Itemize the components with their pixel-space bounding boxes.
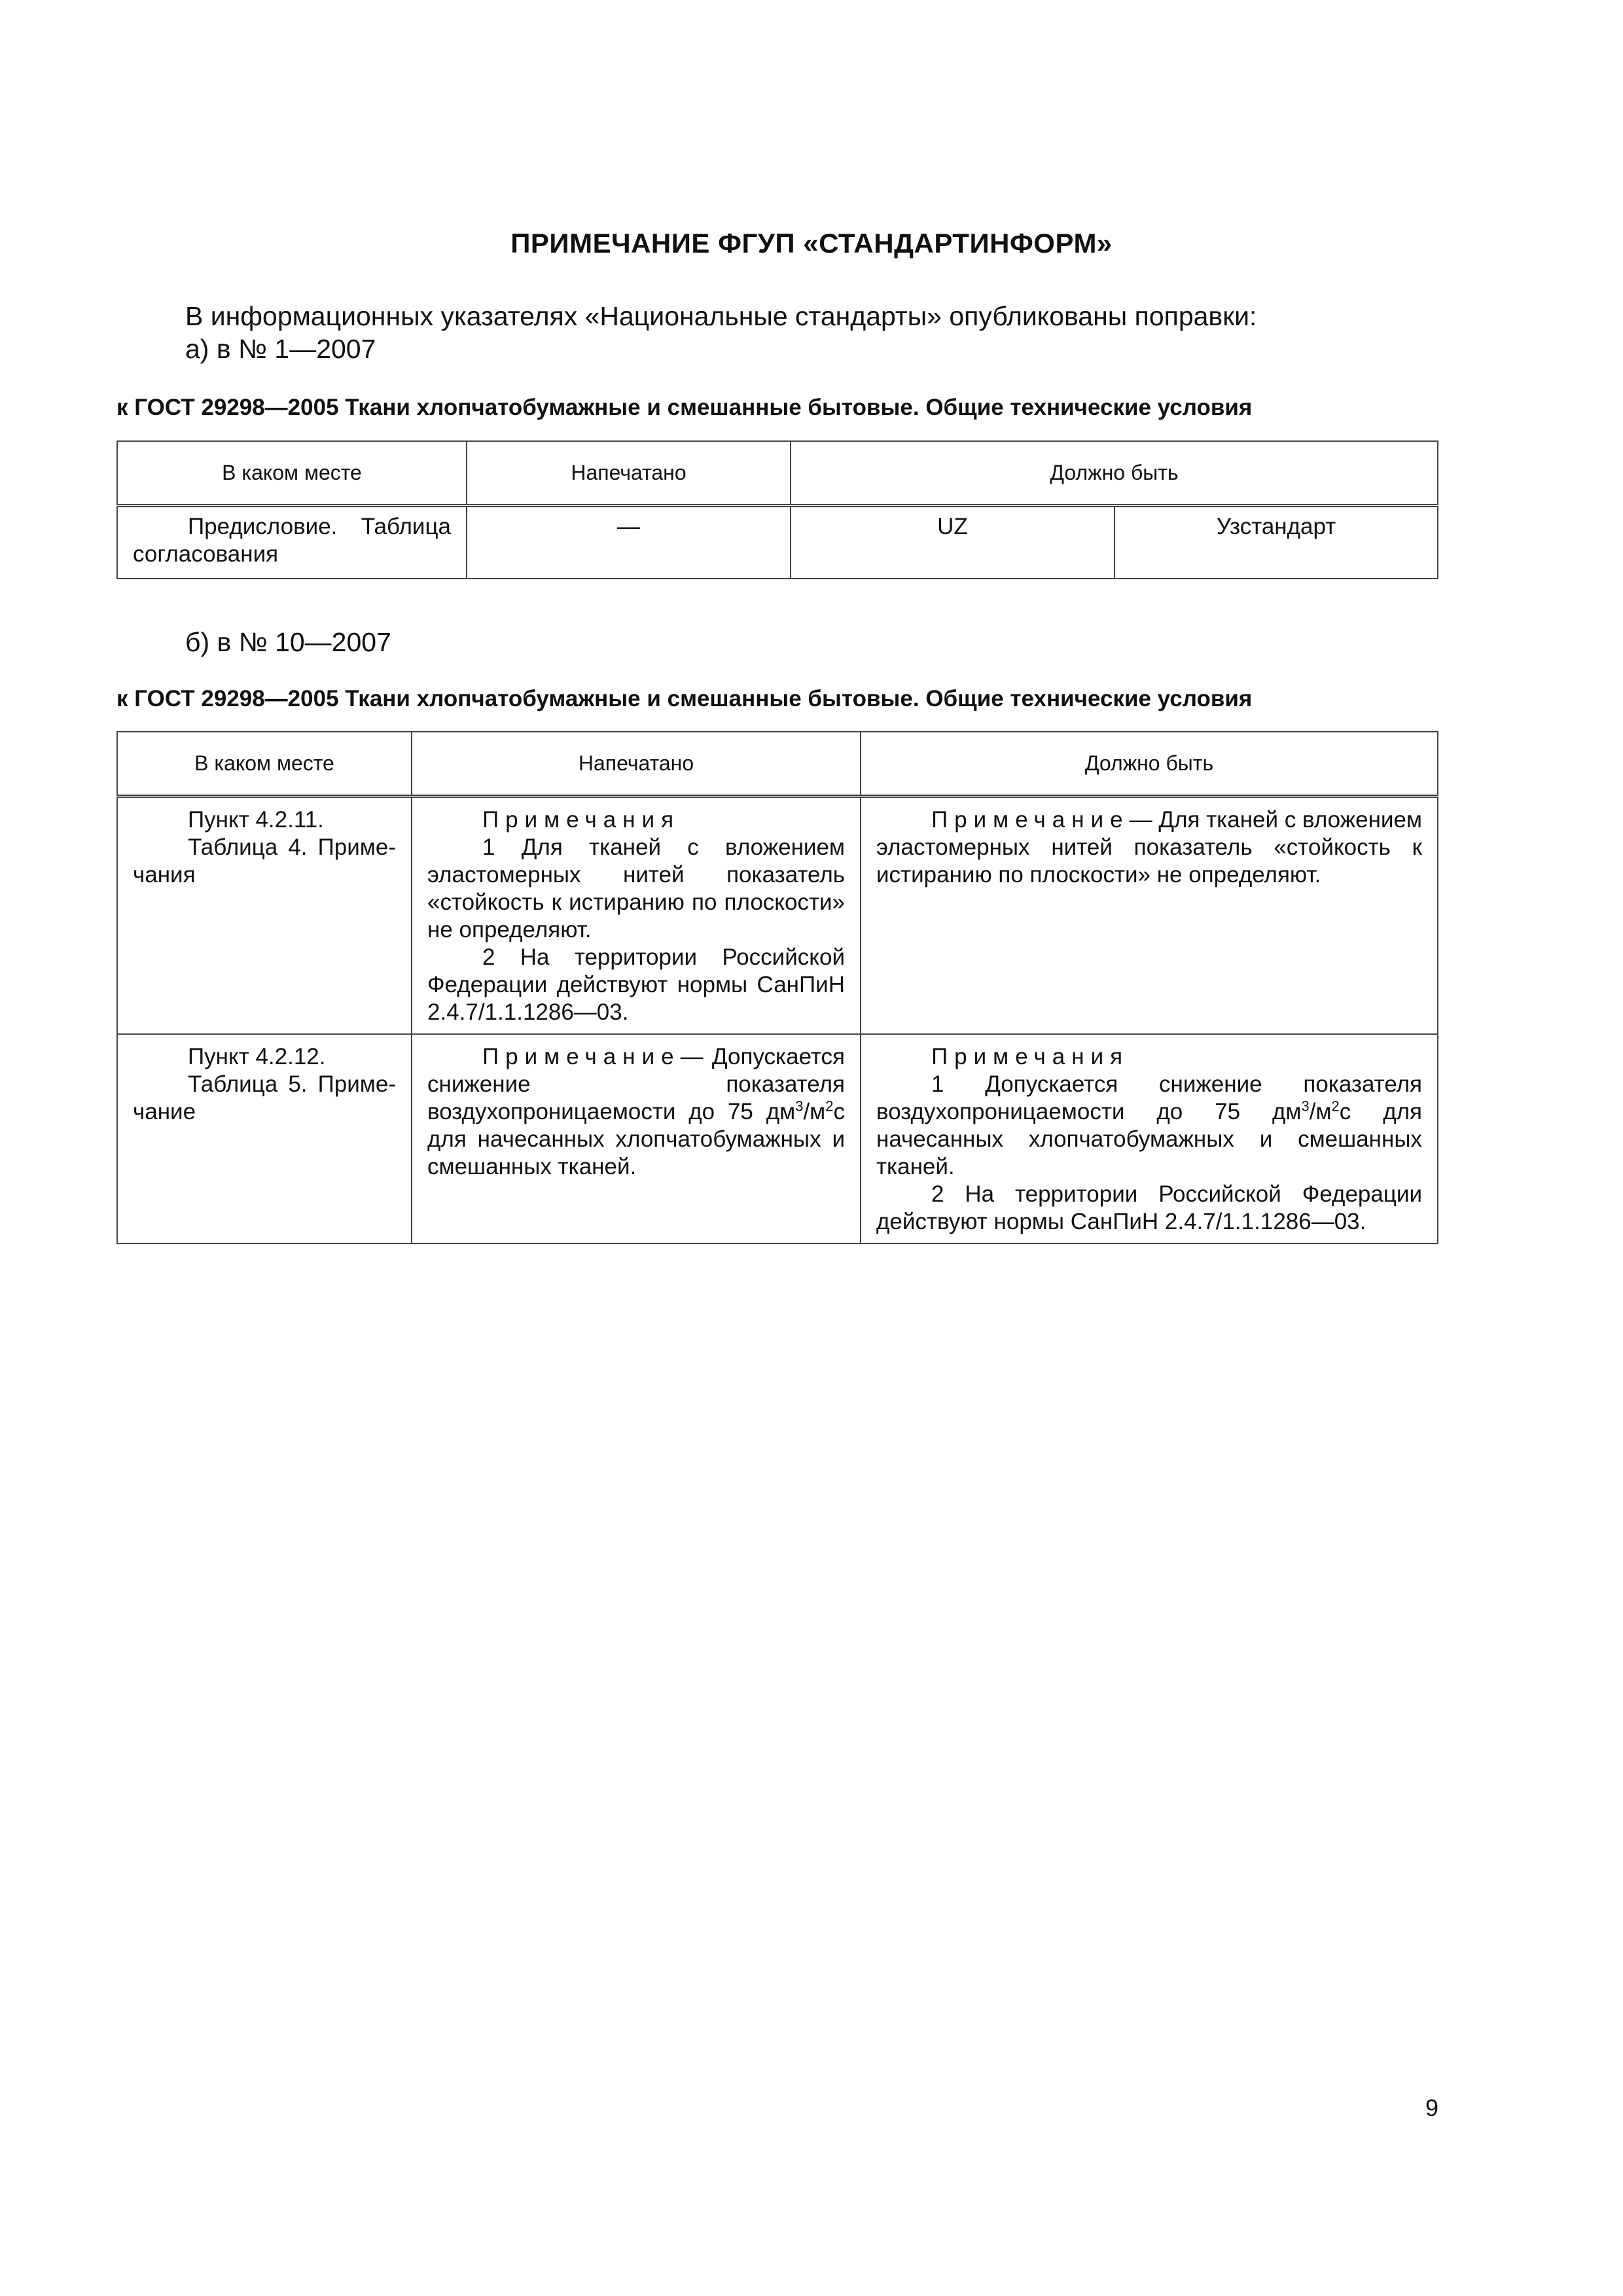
table-row [117, 796, 1438, 1034]
issue-a-label: а) в № 1—2007 [185, 334, 376, 364]
header-where: В каком месте [117, 441, 467, 505]
note-text: — Для тканей с вложением эластомерных нитей показатель «стойкость к истиранию по плоскости» не определяют. [876, 806, 1422, 888]
cell-printed [467, 505, 791, 579]
printed-text: — [617, 513, 640, 539]
note-item-1b: /м [1309, 1098, 1332, 1124]
corrections-table-b [116, 731, 1438, 1244]
table-row [117, 505, 1438, 579]
header-printed: Напечатано [467, 441, 791, 505]
table-a-heading: к ГОСТ 29298—2005 Ткани хлопчатобумажные и смешанные бытовые. Общие технические условия [116, 395, 1253, 420]
should-code-text: UZ [937, 513, 968, 539]
superscript-3: 3 [795, 1097, 804, 1114]
issue-b-label: б) в № 10—2007 [185, 627, 391, 657]
note-heading: Примечания [482, 806, 681, 833]
where-text: Предисловие. Таблица согласования [133, 513, 451, 567]
intro-text: В информационных указателях «Национальные стандарты» опубликованы поправки: [185, 301, 1257, 331]
superscript-3: 3 [1301, 1097, 1310, 1114]
cell-should [861, 1034, 1438, 1244]
where-line-2: Таблица 4. Приме-чания [133, 834, 396, 888]
note-item-1c: с для начесанных хлопчатобумажных и смешанных тканей. [876, 1098, 1422, 1179]
table-header-row [117, 732, 1438, 796]
cell-where [117, 796, 412, 1034]
corrections-table-a [116, 440, 1438, 579]
table-row [117, 1034, 1438, 1244]
header-should: Должно быть [861, 732, 1438, 796]
header-should: Должно быть [791, 441, 1438, 505]
cell-should-code [791, 505, 1115, 579]
header-printed: Напечатано [412, 732, 861, 796]
note-item-2: 2 На территории Российской Федерации действуют нормы СанПиН 2.4.7/1.1.1286—03. [427, 944, 845, 1025]
cell-printed [412, 796, 861, 1034]
cell-printed [412, 1034, 861, 1244]
page-title: ПРИМЕЧАНИЕ ФГУП «СТАНДАРТИНФОРМ» [510, 228, 1113, 259]
note-heading: Примечание [482, 1043, 681, 1069]
superscript-2: 2 [825, 1097, 834, 1114]
superscript-2: 2 [1331, 1097, 1340, 1114]
note-heading: Примечание [931, 806, 1130, 833]
note-text-b: /м [803, 1098, 826, 1124]
where-line-1: Пункт 4.2.11. [188, 806, 324, 833]
page-number: 9 [1425, 2094, 1439, 2121]
table-header-row [117, 441, 1438, 505]
cell-where [117, 505, 467, 579]
cell-where [117, 1034, 412, 1244]
where-line-1: Пункт 4.2.12. [188, 1043, 326, 1069]
note-heading: Примечания [931, 1043, 1130, 1069]
where-line-2: Таблица 5. Приме-чание [133, 1071, 396, 1124]
cell-should [861, 796, 1438, 1034]
note-text-c: с для начесанных хлопчатобумажных и смешанных тканей. [427, 1098, 845, 1179]
header-where: В каком месте [117, 732, 412, 796]
table-b-heading: к ГОСТ 29298—2005 Ткани хлопчатобумажные и смешанные бытовые. Общие технические условия [116, 686, 1253, 711]
should-name-text: Узстандарт [1216, 513, 1336, 539]
intro-paragraph [185, 300, 1257, 365]
cell-should-name [1115, 505, 1438, 579]
note-text-a: — Допускается снижение показателя воздухопроницаемости до 75 дм [427, 1043, 845, 1124]
note-item-1: 1 Для тканей с вложением эластомерных нитей показатель «стойкость к истиранию по плоскости» не определяют. [427, 834, 845, 942]
note-item-1a: 1 Допускается снижение показателя воздухопроницаемости до 75 дм [876, 1071, 1422, 1124]
note-item-2: 2 На территории Российской Федерации действуют нормы СанПиН 2.4.7/1.1.1286—03. [876, 1181, 1422, 1234]
